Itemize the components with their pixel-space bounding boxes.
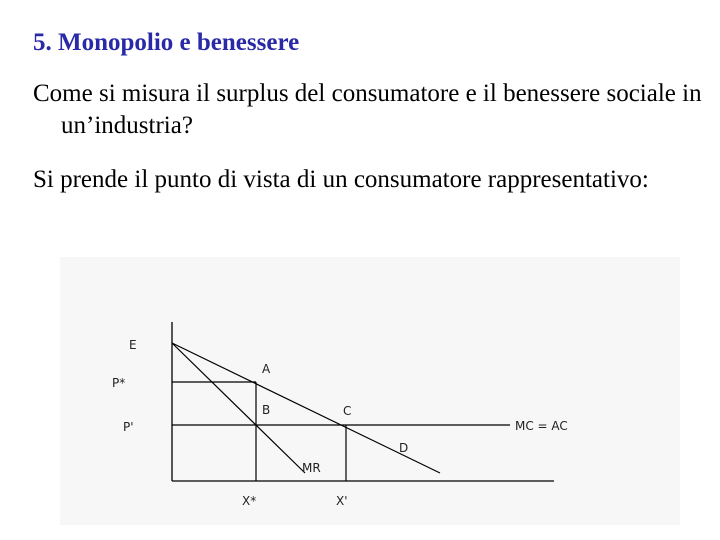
label-c: C bbox=[343, 404, 352, 418]
question-paragraph: Come si misura il surplus del consumatore e il benessere sociale in un’industria? bbox=[33, 80, 702, 139]
slide-title: 5. Monopolio e benessere bbox=[33, 29, 300, 56]
statement-paragraph: Si prende il punto di vista di un consumatore rappresentativo: bbox=[33, 166, 649, 193]
label-p-star: P* bbox=[112, 376, 126, 390]
diagram-canvas bbox=[60, 257, 680, 525]
label-p-prime: P' bbox=[123, 420, 134, 434]
label-d: D bbox=[399, 441, 409, 455]
label-a: A bbox=[262, 362, 271, 376]
label-mr: MR bbox=[302, 461, 321, 475]
monopoly-welfare-diagram bbox=[60, 257, 680, 525]
label-mc-ac: MC = AC bbox=[515, 419, 568, 433]
label-x-prime: X' bbox=[336, 494, 348, 508]
label-b: B bbox=[262, 403, 271, 417]
label-x-star: X* bbox=[242, 494, 257, 508]
label-e: E bbox=[129, 338, 137, 352]
diagram-background bbox=[60, 257, 680, 525]
